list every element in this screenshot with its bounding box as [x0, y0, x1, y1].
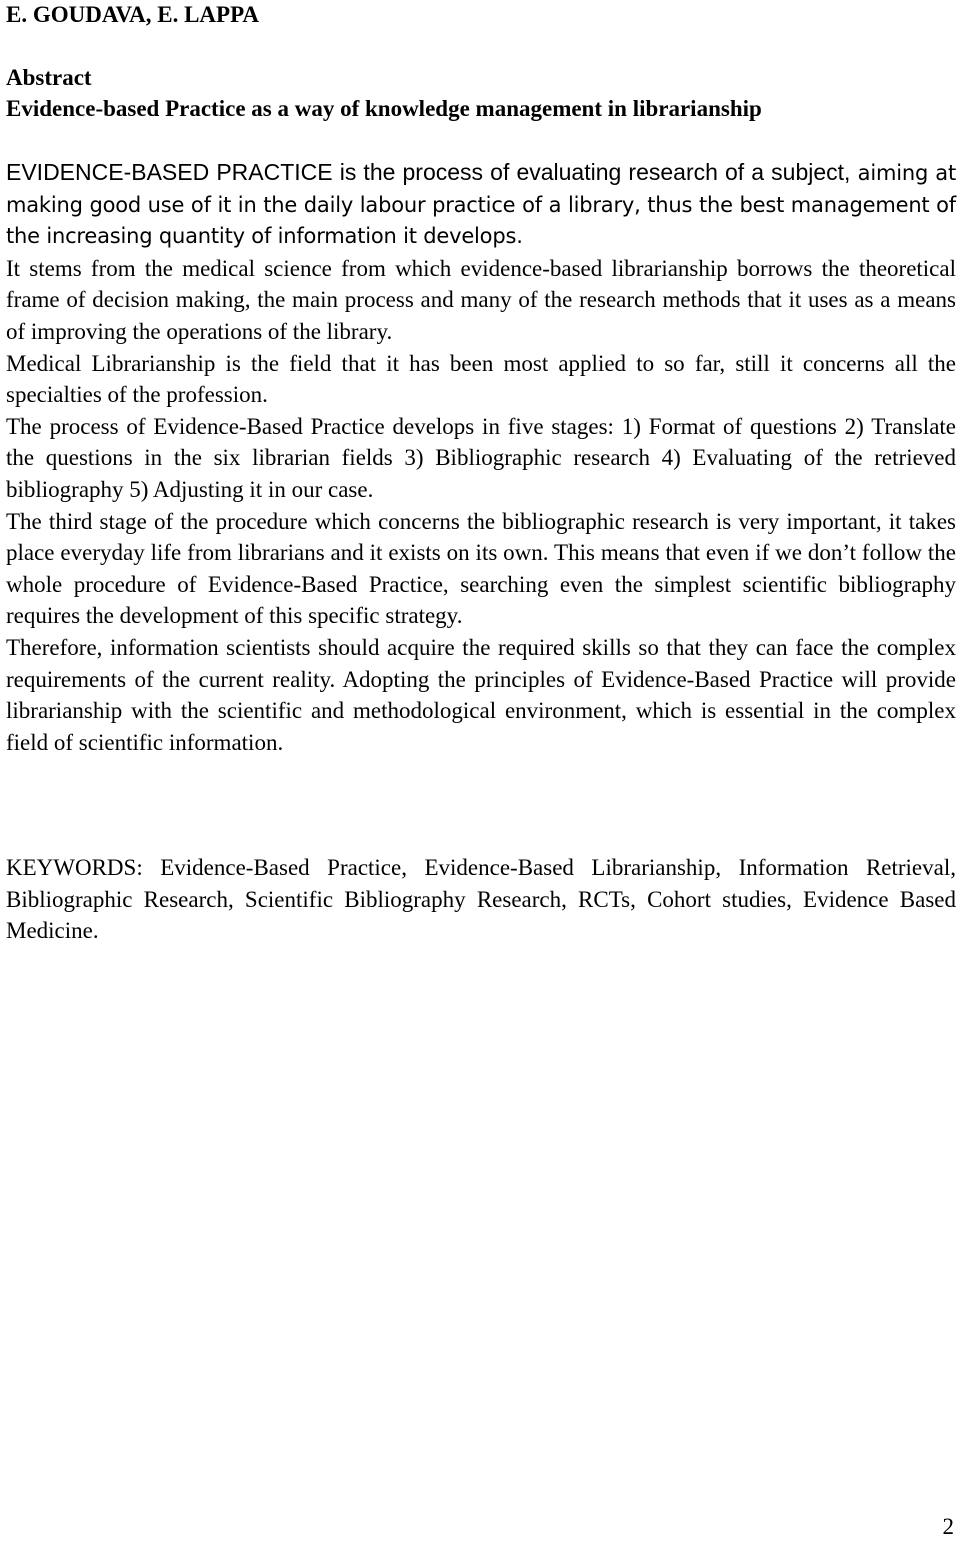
keywords-section: [6, 852, 956, 947]
page-number: 2: [942, 1514, 954, 1539]
paragraph-definition-lead: EVIDENCE-BASED PRACTICE is the process of evaluating research of a subject,: [6, 159, 851, 185]
paragraph-origin: It stems from the medical science from which evidence-based librarianship borrows the theoretical frame of decision making, the main process and many of the research methods that it uses as a means of improving the operations of the library.: [6, 255, 956, 344]
paragraph-definition-rest: aiming at making good use of it in the daily labour practice of a library, thus the best management of the increasing quantity of information it develops.: [6, 161, 956, 249]
author-line: E. GOUDAVA, E. LAPPA: [6, 2, 260, 27]
paragraph-definition: [6, 157, 956, 253]
paragraph-medical-librarianship: Medical Librarianship is the field that it has been most applied to so far, still it concerns all the specialties of the profession.: [6, 350, 956, 408]
abstract-title: Evidence-based Practice as a way of knowledge management in librarianship: [6, 96, 762, 121]
abstract-heading: Abstract: [6, 65, 92, 90]
paragraph-stages: The process of Evidence-Based Practice develops in five stages: 1) Format of questions 2) Translate the questions in the six librarian fields 3) Bibliographic research 4) Evaluating of the retrieved bibliography 5) Adjusting it in our case.: [6, 413, 956, 502]
abstract-body: [6, 157, 956, 758]
paragraph-conclusion: Therefore, information scientists should acquire the required skills so that they can face the complex requirements of the current reality. Adopting the principles of Evidence-Based Practice will provide librarianship with the scientific and methodological environment, which is essential in the complex field of scientific information.: [6, 634, 956, 755]
keywords-text: KEYWORDS: Evidence-Based Practice, Evidence-Based Librarianship, Information Retrieval, Bibliographic Research, Scientific Bibliography Research, RCTs, Cohort studies, Evidence Based Medicine.: [6, 855, 956, 944]
paragraph-third-stage: The third stage of the procedure which concerns the bibliographic research is very important, it takes place everyday life from librarians and it exists on its own. This means that even if we don’t follow the whole procedure of Evidence-Based Practice, searching even the simplest scientific bibliography requires the development of this specific strategy.: [6, 508, 956, 629]
